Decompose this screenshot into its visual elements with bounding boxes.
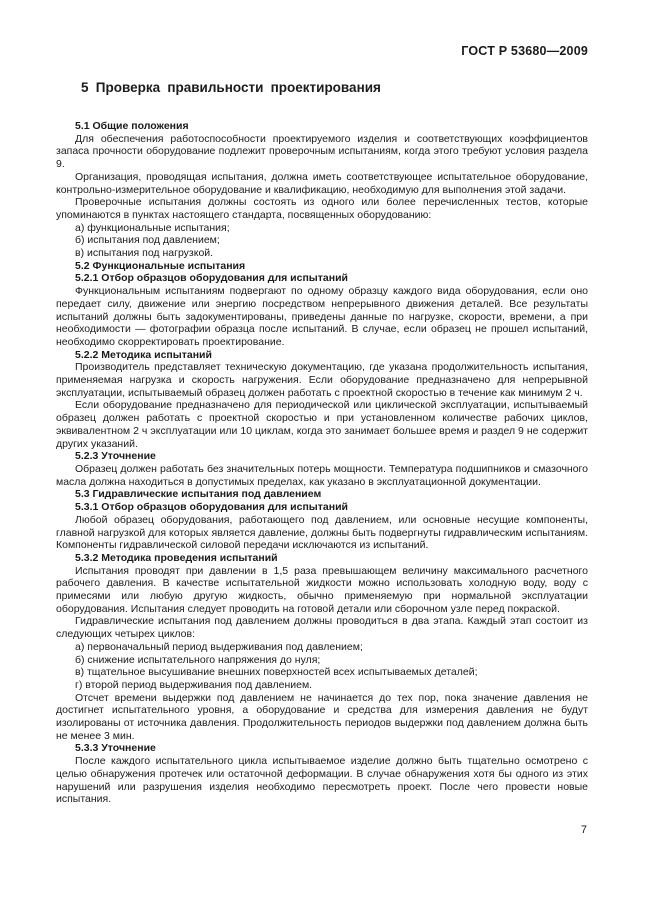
list-item: а) функциональные испытания; (75, 221, 230, 234)
paragraph: После каждого испытательного цикла испытываемое изделие должно быть тщательно осмотрено с целью обнаружения протечек или остаточной деформации. В случае обнаружения хотя бы одного из этих нарушений или разрушения изделия необходимо пересмотреть проект. После чего провести новые испытания. (56, 755, 588, 806)
section-heading: 5.2.3 Уточнение (75, 450, 156, 463)
section-heading: 5.1 Общие положения (75, 120, 189, 132)
paragraph: Испытания проводят при давлении в 1,5 раза превышающем величину максимального расчетного рабочего давления. В качестве испытательной жидкости можно использовать холодную воду, воду с примесями или любую другую жидкость, обычно применяемую при нормальной эксплуатации оборудования. Испытания следует проводить на готовой детали или сборочном узле перед покраской. (56, 564, 588, 615)
section-heading: 5.3.2 Методика проведения испытаний (75, 551, 278, 564)
paragraph: Если оборудование предназначено для периодической или циклической эксплуатации, испытываемый образец должен работать с проектной скоростью и при установленном количестве рабочих циклов, эквивалентном 2 ч эксплуатации или 10 циклам, когда это занимает большее время и раздел 9 не содержит других указаний. (56, 399, 588, 450)
document-content (56, 80, 588, 806)
list-item: а) первоначальный период выдерживания под давлением; (75, 640, 363, 653)
section-heading: 5.3.1 Отбор образцов оборудования для испытаний (75, 501, 349, 514)
paragraph: Производитель представляет техническую документацию, где указана продолжительность испытания, применяемая нагрузка и скорость нагружения. Если оборудование предназначено для непрерывной эксплуатации, испытываемый образец должен работать с проектной скоростью в течение как минимум 2 ч. (56, 361, 588, 399)
list-item: б) испытания под давлением; (75, 234, 220, 247)
page-title: 5 Проверка правильности проектирования (81, 80, 381, 95)
section-heading: 5.2 Функциональные испытания (75, 259, 246, 272)
paragraph: Проверочные испытания должны состоять из одного или более перечисленных тестов, которые упоминаются в пунктах настоящего стандарта, посвященных оборудованию: (56, 196, 588, 221)
paragraph: Любой образец оборудования, работающего под давлением, или основные несущие компоненты, главной нагрузкой для которых является давление, должны быть подвергнуты гидравлическим испытаниям. Компоненты гидравлической силовой передачи исключаются из испытаний. (56, 513, 588, 552)
paragraph: Образец должен работать без значительных потерь мощности. Температура подшипников и смазочного масла должна находиться в допустимых пределах, как указано в эксплуатационной документации. (56, 462, 588, 488)
list-item: б) снижение испытательного напряжения до нуля; (75, 653, 321, 666)
paragraph: Для обеспечения работоспособности проектируемого изделия и соответствующих коэффициентов запаса прочности оборудование подлежит проверочным испытаниям, когда этого требуют условия раздела 9. (56, 132, 588, 171)
paragraph: Функциональным испытаниям подвергают по одному образцу каждого вида оборудования, если оно передает силу, движение или энергию посредством непрерывного движения деталей. Все результаты испытаний должны быть задокументированы, приведены данные по нагрузке, скорости, времени, а при необходимости — фотографии образца после испытаний. В случае, если образец не прошел испытаний, необходимо скорректировать проектирование. (56, 285, 588, 348)
paragraph: Гидравлические испытания под давлением должны проводиться в два этапа. Каждый этап состоит из следующих четырех циклов: (56, 615, 588, 641)
paragraph: Организация, проводящая испытания, должна иметь соответствующее испытательное оборудование, контрольно-измерительное оборудование и квалификацию, необходимую для выполнения этой задачи. (56, 170, 588, 196)
section-heading: 5.3 Гидравлические испытания под давлением (75, 488, 322, 501)
section-heading: 5.2.2 Методика испытаний (75, 348, 212, 361)
section-heading: 5.2.1 Отбор образцов оборудования для испытаний (75, 272, 349, 285)
list-item: в) испытания под нагрузкой. (75, 247, 214, 260)
paragraph: Отсчет времени выдержки под давлением не начинается до тех пор, пока значение давления не достигнет испытательного уровня, а оборудование и средства для измерения давления не будут изолированы от источника давления. Продолжительность периодов выдержки под давлением должна быть не менее 3 мин. (56, 691, 588, 742)
page-number: 7 (580, 824, 587, 836)
list-item: г) второй период выдерживания под давлением. (75, 678, 313, 691)
document-body (56, 120, 588, 806)
section-heading: 5.3.3 Уточнение (75, 742, 156, 755)
document-code-header: ГОСТ Р 53680—2009 (461, 44, 588, 58)
list-item: в) тщательное высушивание внешних поверхностей всех испытываемых деталей; (75, 666, 478, 679)
